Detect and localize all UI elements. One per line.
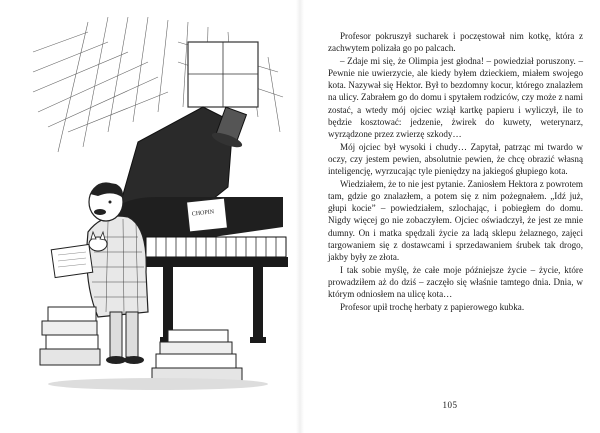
piano-front-rail [140, 257, 288, 267]
illustration-professor-piano [28, 12, 290, 402]
book-pile-left [40, 307, 100, 365]
story-text [328, 30, 583, 313]
paragraph: Wiedziałem, że to nie jest pytanie. Zaniosłem Hektora z powrotem tam, gdzie go znalazłem, a potem się z nim pożegnałem. „Idź już, głupi kocie” – powiedziałem, szlochając, i pobiegłem do domu. Nigdy więcej go nie zobaczyłem. Ojciec oświadczył, że jest ze mnie dumny. On i matka spędzali życie za ladą sklepu żelaznego, zajęci targowaniem się z dostawcami i sprzedawaniem śrubek tak drogo, jakby były ze złota. [328, 178, 583, 263]
paragraph: Mój ojciec był wysoki i chudy… Zapytał, patrząc mi twardo w oczy, czy jestem pewien, absolutnie pewien, że chcę obrazić własną inteligencję, wyrzucając tyle pieniędzy na jakiegoś głupiego kota. [328, 141, 583, 177]
paragraph: Profesor upił trochę herbaty z papierowego kubka. [340, 301, 525, 312]
right-page [300, 0, 600, 433]
letter [51, 244, 93, 277]
paragraph: Profesor pokruszył sucharek i poczęstował nim kotkę, która z zachwytem polizała go po palcach. [328, 31, 583, 54]
floor-shadow [48, 378, 268, 390]
paragraph: I tak sobie myślę, że całe moje późniejsze życie – życie, które prowadziłem aż do dziś – zaczęło się właśnie tamtego dnia. Dnia, w którym odniosłem na ulicę kota… [328, 264, 583, 300]
paragraph: – Zdaje mi się, że Olimpia jest głodna! – powiedział poruszony. – Pewnie nie uwierzycie, ale kiedy byłem dzieckiem, miałem swojego kota. Nazywał się Hektor. Był to bezdomny kocur, którego znalazłem na ulicy. Zabrałem go do domu i spytałem rodziców, czy może z nami zostać, a wtedy mój ojciec wziął kartkę papieru i wyliczył, ile to będzie kosztować: jedzenie, żwirek do kuwety, weterynarz, wyrządzone przez zwierzę szkody… [328, 55, 583, 140]
music-book-label: CHOPIN [191, 209, 215, 218]
window [188, 42, 258, 107]
page-number: 105 [442, 400, 458, 410]
music-book [187, 198, 228, 232]
